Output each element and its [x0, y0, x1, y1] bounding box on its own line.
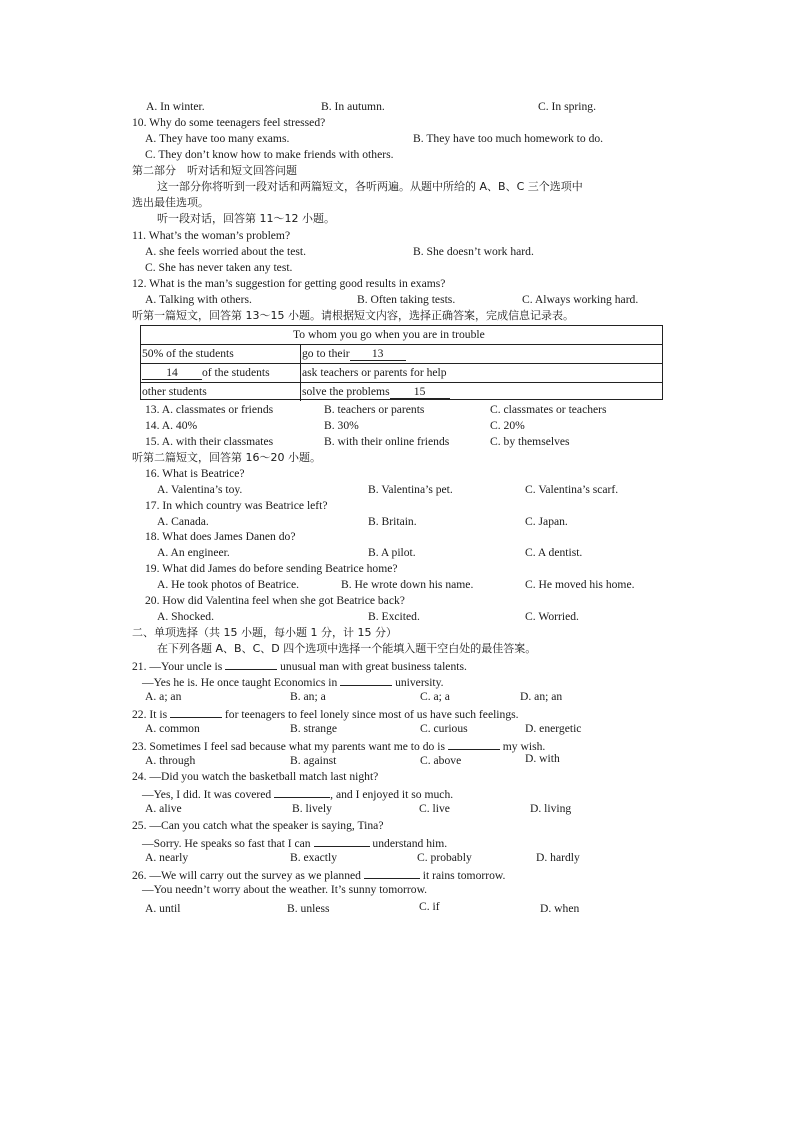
q26-option-c: C. if: [419, 900, 440, 913]
q13-option-a: 13. A. classmates or friends: [145, 403, 274, 416]
q12-option-b: B. Often taking tests.: [357, 293, 456, 306]
q11-option-c: C. She has never taken any test.: [145, 261, 293, 274]
q21-blank-1[interactable]: [225, 659, 277, 670]
q25-blank[interactable]: [314, 836, 370, 847]
q16-option-b: B. Valentina’s pet.: [368, 483, 453, 496]
q24-option-d: D. living: [530, 802, 572, 815]
q18-option-c: C. A dentist.: [525, 546, 583, 559]
q10-option-b: B. They have too much homework to do.: [413, 132, 604, 145]
q17-option-c: C. Japan.: [525, 515, 568, 528]
record-cell: solve the problems 15: [302, 386, 450, 399]
q24-option-a: A. alive: [145, 802, 182, 815]
q20-option-a: A. Shocked.: [157, 610, 214, 623]
q25-line1: 25. —Can you catch what the speaker is saying, Tina?: [132, 819, 384, 832]
record-table-row: [141, 363, 662, 383]
record-cell: 50% of the students: [142, 347, 234, 360]
q21-blank-2[interactable]: [340, 675, 392, 686]
q26-line1: 26. —We will carry out the survey as we planned it rains tomorrow.: [132, 869, 506, 882]
q19-option-c: C. He moved his home.: [525, 578, 635, 591]
q15-option-c: C. by themselves: [490, 435, 570, 448]
part2-instruction-line1: 这一部分你将听到一段对话和两篇短文，各听两遍。从题中所给的 A、B、C 三个选项中: [157, 180, 583, 193]
passage1-intro: 听第一篇短文，回答第 13～15 小题。请根据短文内容，选择正确答案，完成信息记录表。: [132, 309, 574, 322]
q18-stem: 18. What does James Danen do?: [145, 530, 296, 543]
q26-blank[interactable]: [364, 868, 420, 879]
q10-option-a: A. They have too many exams.: [145, 132, 290, 145]
q19-option-b: B. He wrote down his name.: [341, 578, 474, 591]
q9-option-a: A. In winter.: [146, 100, 205, 113]
q11-stem: 11. What’s the woman’s problem?: [132, 229, 291, 242]
q26-line2: —You needn’t worry about the weather. It’s sunny tomorrow.: [142, 883, 428, 896]
passage2-intro: 听第二篇短文，回答第 16～20 小题。: [132, 451, 321, 464]
q22-option-b: B. strange: [290, 722, 338, 735]
record-cell: go to their 13: [302, 348, 406, 361]
q21-option-d: D. an; an: [520, 690, 563, 703]
q15-option-b: B. with their online friends: [324, 435, 450, 448]
part2-instruction-line2: 选出最佳选项。: [132, 196, 209, 209]
q23-option-c: C. above: [420, 754, 462, 767]
q25-line2: —Sorry. He speaks so fast that I can understand him.: [142, 837, 448, 850]
info-record-table: [140, 325, 663, 400]
q14-option-a: 14. A. 40%: [145, 419, 198, 432]
q22-line1: 22. It is for teenagers to feel lonely since most of us have such feelings.: [132, 708, 519, 721]
q21-option-b: B. an; a: [290, 690, 326, 703]
q18-option-b: B. A pilot.: [368, 546, 416, 559]
q25-option-a: A. nearly: [145, 851, 189, 864]
q23-option-d: D. with: [525, 752, 560, 765]
section2-title: 二、单项选择（共 15 小题，每小题 1 分，计 15 分）: [132, 626, 397, 639]
q16-stem: 16. What is Beatrice?: [145, 467, 245, 480]
q12-option-a: A. Talking with others.: [145, 293, 252, 306]
q26-option-d: D. when: [540, 902, 580, 915]
q25-option-b: B. exactly: [290, 851, 338, 864]
part2-title: 第二部分 听对话和短文回答问题: [132, 164, 297, 177]
q11-option-a: A. she feels worried about the test.: [145, 245, 306, 258]
record-cell: 14 of the students: [142, 367, 270, 380]
q24-line1: 24. —Did you watch the basketball match last night?: [132, 770, 379, 783]
q9-option-c: C. In spring.: [538, 100, 596, 113]
section2-instruction: 在下列各题 A、B、C、D 四个选项中选择一个能填入题干空白处的最佳答案。: [157, 642, 537, 655]
q19-option-a: A. He took photos of Beatrice.: [157, 578, 299, 591]
q21-line1: 21. —Your uncle is unusual man with great business talents.: [132, 660, 467, 673]
record-table-row: [141, 382, 662, 401]
q26-option-a: A. until: [145, 902, 181, 915]
q12-option-c: C. Always working hard.: [522, 293, 639, 306]
q10-option-c: C. They don’t know how to make friends with others.: [145, 148, 394, 161]
record-table-title: To whom you go when you are in trouble: [293, 328, 485, 341]
q25-option-d: D. hardly: [536, 851, 580, 864]
q20-option-c: C. Worried.: [525, 610, 579, 623]
q9-option-b: B. In autumn.: [321, 100, 385, 113]
q22-option-a: A. common: [145, 722, 200, 735]
q24-line2: —Yes, I did. It was covered , and I enjoyed it so much.: [142, 788, 454, 801]
q19-stem: 19. What did James do before sending Beatrice home?: [145, 562, 398, 575]
q23-blank[interactable]: [448, 739, 500, 750]
q20-option-b: B. Excited.: [368, 610, 420, 623]
q12-stem: 12. What is the man’s suggestion for getting good results in exams?: [132, 277, 446, 290]
record-table-row: [141, 344, 662, 364]
answer-blank-15[interactable]: 15: [390, 386, 450, 399]
q24-option-b: B. lively: [292, 802, 332, 815]
q14-option-b: B. 30%: [324, 419, 359, 432]
q11-option-b: B. She doesn’t work hard.: [413, 245, 534, 258]
q23-option-b: B. against: [290, 754, 337, 767]
q22-option-c: C. curious: [420, 722, 468, 735]
q13-option-c: C. classmates or teachers: [490, 403, 607, 416]
q21-option-a: A. a; an: [145, 690, 182, 703]
q16-option-a: A. Valentina’s toy.: [157, 483, 243, 496]
q25-option-c: C. probably: [417, 851, 472, 864]
q17-stem: 17. In which country was Beatrice left?: [145, 499, 328, 512]
record-cell: ask teachers or parents for help: [302, 366, 447, 379]
q13-option-b: B. teachers or parents: [324, 403, 425, 416]
q20-stem: 20. How did Valentina feel when she got Beatrice back?: [145, 594, 405, 607]
q24-blank[interactable]: [274, 787, 330, 798]
q21-line2: —Yes he is. He once taught Economics in university.: [142, 676, 444, 689]
dialog-intro: 听一段对话，回答第 11～12 小题。: [157, 212, 335, 225]
q15-option-a: 15. A. with their classmates: [145, 435, 274, 448]
q10-stem: 10. Why do some teenagers feel stressed?: [132, 116, 326, 129]
q17-option-b: B. Britain.: [368, 515, 417, 528]
q23-option-a: A. through: [145, 754, 196, 767]
q21-option-c: C. a; a: [420, 690, 450, 703]
q14-option-c: C. 20%: [490, 419, 525, 432]
q16-option-c: C. Valentina’s scarf.: [525, 483, 619, 496]
q22-option-d: D. energetic: [525, 722, 582, 735]
record-table-title-row: [141, 326, 662, 345]
q26-option-b: B. unless: [287, 902, 330, 915]
answer-blank-13[interactable]: 13: [350, 348, 406, 361]
q24-option-c: C. live: [419, 802, 450, 815]
q22-blank[interactable]: [170, 707, 222, 718]
q17-option-a: A. Canada.: [157, 515, 209, 528]
q23-line1: 23. Sometimes I feel sad because what my parents want me to do is my wish.: [132, 740, 546, 753]
answer-blank-14[interactable]: 14: [142, 367, 202, 380]
q18-option-a: A. An engineer.: [157, 546, 230, 559]
record-cell: other students: [142, 385, 207, 398]
